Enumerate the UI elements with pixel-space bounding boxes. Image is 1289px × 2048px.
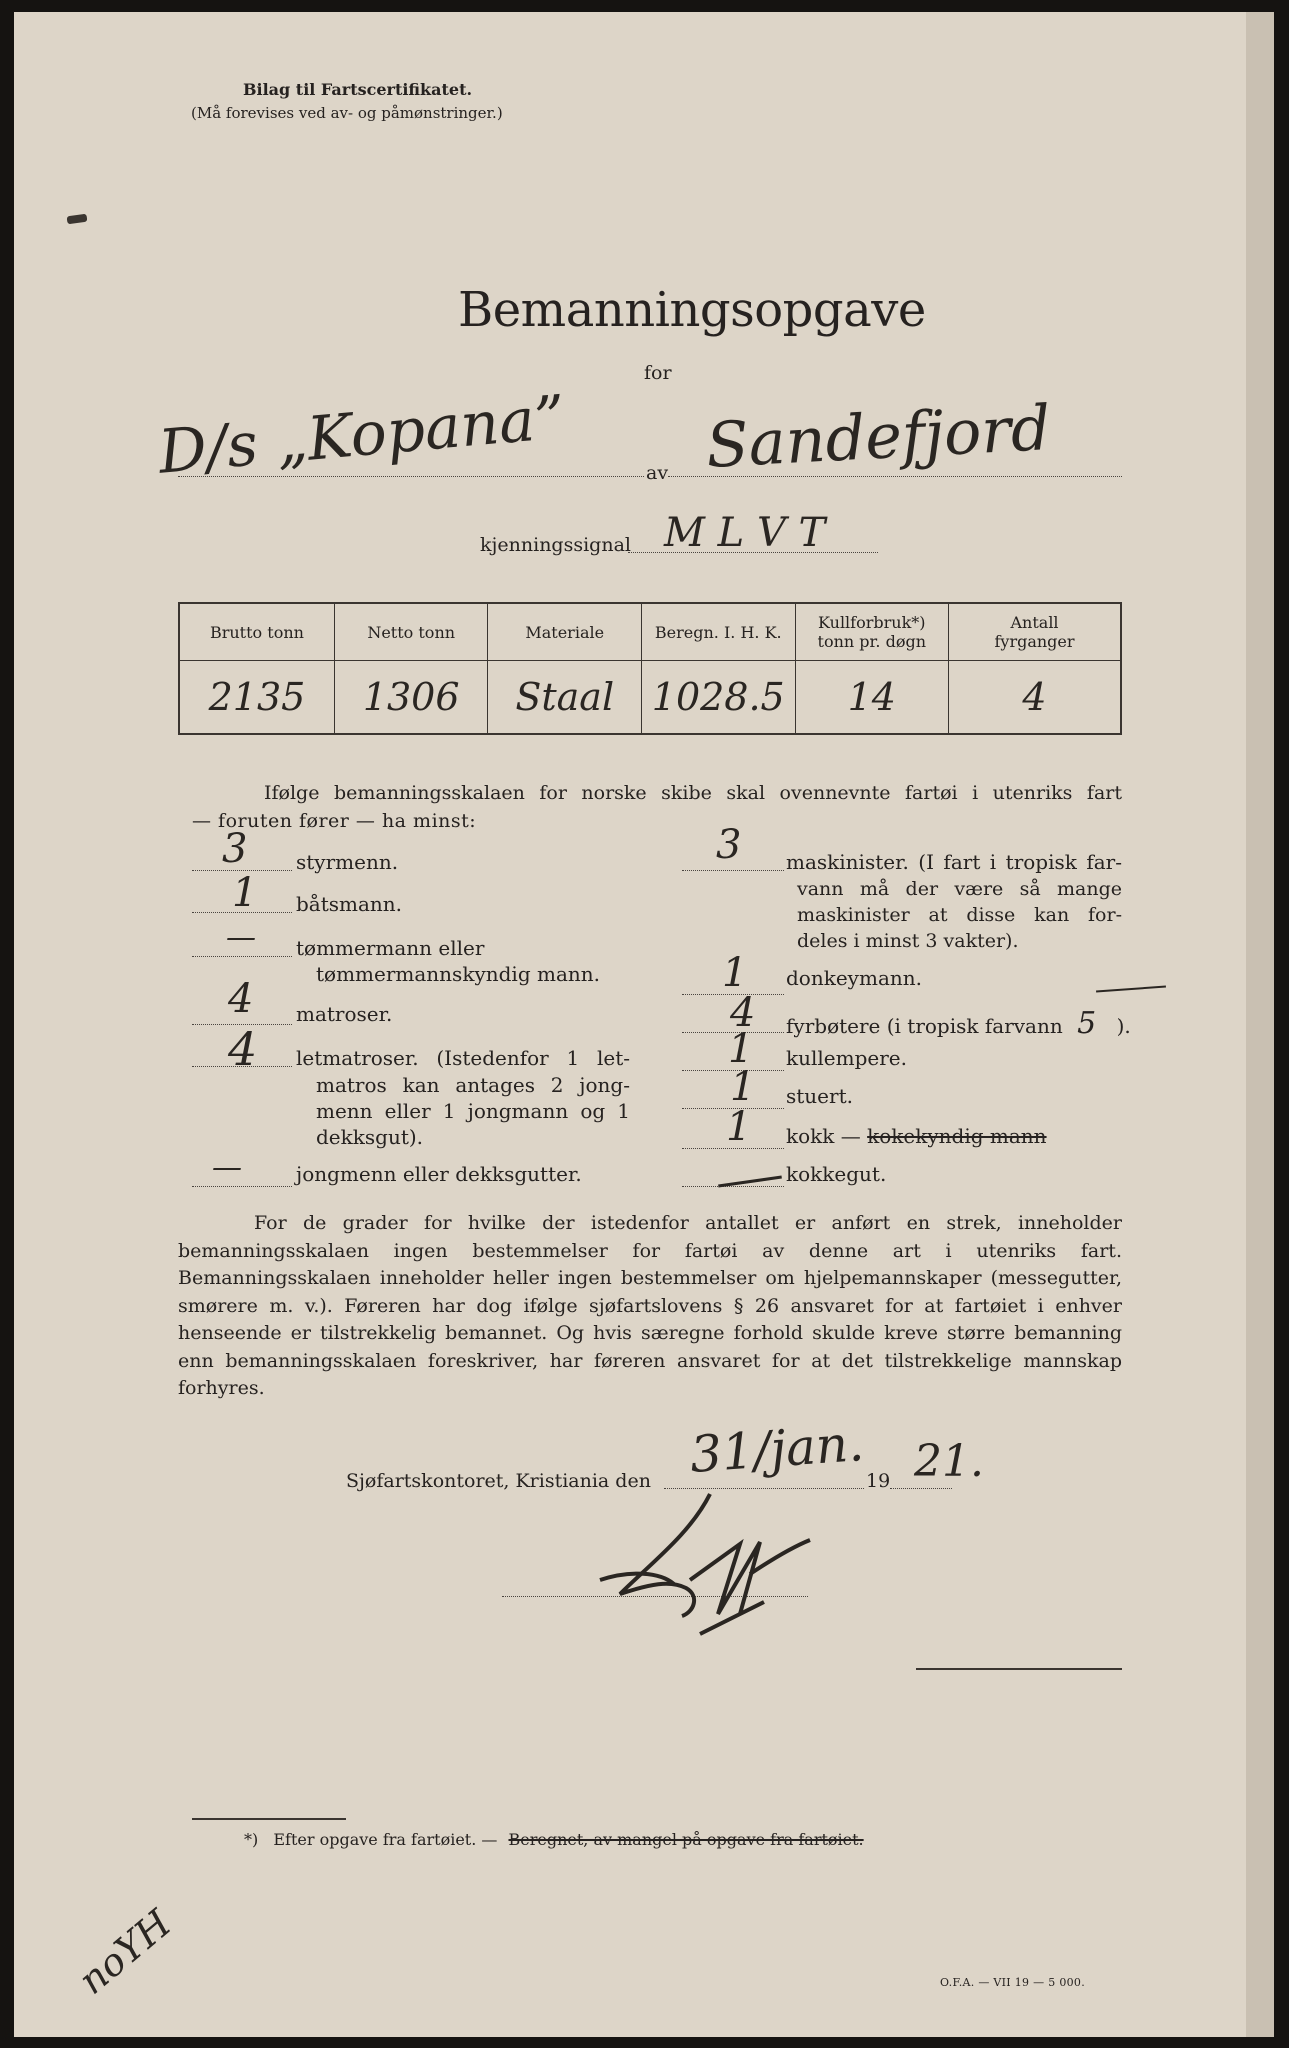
footnote-marker: *) bbox=[244, 1830, 259, 1849]
label-kokk-struck: kokekyndig mann bbox=[867, 1124, 1047, 1148]
label-kokk-text: kokk — bbox=[786, 1124, 868, 1148]
footnote bbox=[244, 1830, 864, 1849]
label-jongmenn: jongmenn eller dekksgutter. bbox=[296, 1162, 582, 1186]
year-prefix: 19 bbox=[866, 1470, 891, 1492]
label-batsmann: båtsmann. bbox=[296, 892, 403, 916]
count-line-tommermann bbox=[192, 956, 292, 957]
body-paragraph: For de grader for hvilke der istedenfor antallet er anført en strek, inneholder bemanningsskalaen ingen bestemmelser for fartøi av denne art i utenriks fart. Bemanningsskalaen inneholder heller ingen bestemmelser om hjelpemannskaper (messegutter, smørere m. v.). Føreren har dog ifølge sjøfartslovens § 26 ansvaret for at fartøiet i enhver henseende er tilstrekkelig bemannet. Og hvis særegne forhold skulde kreve større bemanning enn bemanningsskalaen foreskriver, har føreren ansvaret for at det tilstrekkelige mannskap forhyres. bbox=[178, 1212, 1122, 1399]
count-styrmenn: 3 bbox=[222, 826, 248, 872]
header-brutto-tonn: Brutto tonn bbox=[179, 603, 334, 661]
label-kokkegut: kokkegut. bbox=[786, 1162, 887, 1186]
label-fyrbotere bbox=[786, 1006, 1131, 1041]
header-antall-fyrganger: Antall fyrganger bbox=[949, 603, 1121, 661]
footnote-text: Efter opgave fra fartøiet. — bbox=[273, 1830, 498, 1849]
header-netto-tonn: Netto tonn bbox=[334, 603, 488, 661]
official-signature bbox=[590, 1484, 850, 1644]
for-label: for bbox=[644, 362, 672, 384]
intro-line-2: — foruten fører — ha minst: bbox=[192, 810, 477, 832]
count-line-maskinister bbox=[682, 870, 784, 871]
footnote-struck: Beregnet, av mangel på opgave fra fartøiet. bbox=[508, 1830, 864, 1849]
header-line-2: (Må forevises ved av- og påmønstringer.) bbox=[191, 104, 503, 122]
header-beregn-ihk: Beregn. I. H. K. bbox=[641, 603, 795, 661]
count-line-jongmenn bbox=[192, 1186, 292, 1187]
year-line bbox=[890, 1488, 952, 1489]
count-tommermann: — bbox=[226, 920, 256, 955]
value-materiale: Staal bbox=[488, 661, 642, 735]
count-batsmann: 1 bbox=[232, 870, 258, 916]
tropisk-count-hand: 5 bbox=[1077, 1006, 1097, 1041]
page-edge-shadow bbox=[1246, 12, 1274, 2037]
count-maskinister: 3 bbox=[716, 822, 742, 868]
label-kokk bbox=[786, 1124, 1047, 1148]
value-antall-fyrganger: 4 bbox=[949, 661, 1121, 735]
label-maskinister: maskinister. (I fart i tropisk far- bbox=[786, 850, 1122, 874]
count-letmatroser: 4 bbox=[228, 1022, 258, 1076]
ship-data-table bbox=[178, 602, 1122, 735]
signature-place-label: Sjøfartskontoret, Kristiania den bbox=[346, 1470, 651, 1492]
label-styrmenn: styrmenn. bbox=[296, 850, 399, 874]
signal-value-hand: M L V T bbox=[664, 510, 826, 556]
count-donkeymann: 1 bbox=[722, 950, 748, 996]
value-netto-tonn: 1306 bbox=[334, 661, 488, 735]
count-kullempere: 1 bbox=[728, 1026, 754, 1072]
ship-name-hand: D/s „Kopana” bbox=[155, 382, 569, 488]
footnote-rule bbox=[192, 1818, 346, 1820]
label-tommermann-cont: tømmermannskyndig mann. bbox=[316, 962, 600, 986]
label-stuert: stuert. bbox=[786, 1084, 853, 1108]
count-jongmenn: — bbox=[212, 1150, 242, 1185]
signature-stroke-1 bbox=[620, 1494, 710, 1616]
label-kullempere: kullempere. bbox=[786, 1046, 907, 1070]
value-kullforbruk: 14 bbox=[795, 661, 949, 735]
header-line-1: Bilag til Fartscertifikatet. bbox=[243, 80, 473, 99]
label-letmatroser-cont: matros kan antages 2 jong- menn eller 1 jongmann og 1 dekksgut). bbox=[316, 1073, 630, 1149]
date-hand: 31/jan. bbox=[688, 1414, 866, 1484]
right-rule bbox=[916, 1668, 1122, 1670]
count-matroser: 4 bbox=[228, 976, 254, 1022]
count-fyrbotere: 4 bbox=[730, 990, 756, 1036]
count-line-kokkegut bbox=[682, 1186, 784, 1187]
year-hand: 21. bbox=[914, 1436, 984, 1487]
value-beregn-ihk: 1028.5 bbox=[641, 661, 795, 735]
header-kullforbruk: Kullforbruk*) tonn pr. døgn bbox=[795, 603, 949, 661]
label-fyrbotere-text: fyrbøtere (i tropisk farvann bbox=[786, 1014, 1063, 1038]
label-tommermann: tømmermann eller bbox=[296, 936, 485, 960]
home-port-hand: Sandefjord bbox=[704, 391, 1053, 482]
signature-stroke-2 bbox=[600, 1542, 760, 1614]
av-label: av bbox=[646, 462, 669, 484]
value-brutto-tonn: 2135 bbox=[179, 661, 334, 735]
header-materiale: Materiale bbox=[488, 603, 642, 661]
page-title: Bemanningsopgave bbox=[458, 282, 926, 338]
label-fyrbotere-close: ). bbox=[1116, 1014, 1131, 1038]
print-mark: O.F.A. — VII 19 — 5 000. bbox=[940, 1976, 1086, 1989]
intro-line-1: Ifølge bemanningsskalaen for norske skibe skal ovennevnte fartøi i utenriks fart bbox=[264, 782, 1122, 804]
label-donkeymann: donkeymann. bbox=[786, 966, 922, 990]
count-stuert: 1 bbox=[730, 1064, 756, 1110]
label-matroser: matroser. bbox=[296, 1002, 393, 1026]
margin-note-hand: noYH bbox=[70, 1901, 180, 2003]
count-kokk: 1 bbox=[726, 1104, 752, 1150]
label-letmatroser: letmatroser. (Istedenfor 1 let- bbox=[296, 1046, 630, 1070]
signal-label: kjenningssignal bbox=[480, 534, 631, 556]
label-maskinister-cont: vann må der være så mange maskinister at disse kan for- deles i minst 3 vakter). bbox=[797, 878, 1122, 952]
